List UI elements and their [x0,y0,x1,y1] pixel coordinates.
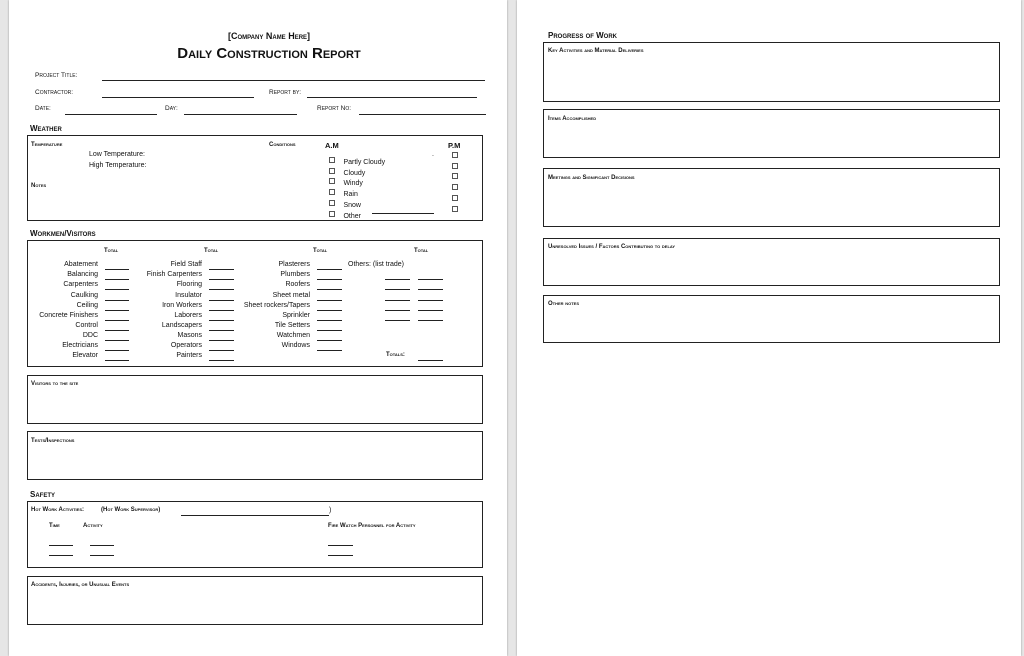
count-field[interactable] [209,320,234,321]
report-no-label: Report No: [317,105,352,112]
count-field[interactable] [317,289,342,290]
unresolved-issues-label: Unresolved Issues / Factors Contributing to delay [548,244,676,250]
safety-box [27,501,483,568]
count-field[interactable] [209,340,234,341]
trade-label: Sheet rockers/Tapers [243,302,310,309]
count-field[interactable] [105,300,129,301]
fire-watch-field[interactable] [328,545,353,546]
count-field[interactable] [209,300,234,301]
fire-watch-header: Fire Watch Personnel for Activity [328,523,416,529]
count-field[interactable] [317,340,342,341]
hot-work-label: Hot Work Activities: [31,507,84,513]
count-field[interactable] [209,360,234,361]
report-title: Daily Construction Report [177,45,361,62]
condition-label: Partly Cloudy [343,159,386,166]
meetings-label: Meetings and Significant Decisions [548,175,635,181]
trade-label: Electricians [62,342,98,349]
other-trade-field[interactable] [385,310,410,311]
time-header: Time [49,523,60,529]
hot-work-supervisor-label: (Hot Work Supervisor) [101,507,161,513]
activity-field[interactable] [90,545,114,546]
trade-label: Sprinkler [282,312,310,319]
trade-label: Sheet metal [272,292,310,299]
trade-label: Tile Setters [274,322,310,329]
count-field[interactable] [317,310,342,311]
hot-work-supervisor-field[interactable] [181,515,329,516]
condition-label: Other [343,213,361,220]
visitors-box[interactable] [27,375,483,424]
trade-label: Iron Workers [162,302,202,309]
am-label: A.M [325,141,339,150]
project-title-label: Project Title: [35,72,78,79]
time-field[interactable] [49,545,73,546]
pm-label: P.M [448,141,461,150]
trade-label: Concrete Finishers [39,312,98,319]
count-field[interactable] [209,350,234,351]
trade-label: Balancing [67,271,98,278]
temperature-label: Temperature [31,142,63,148]
activity-header: Activity [83,523,103,529]
count-field[interactable] [317,330,342,331]
other-count-field[interactable] [418,300,443,301]
pm-checkbox[interactable] [452,206,458,212]
trade-label: Insulator [175,292,202,299]
other-notes-label: Other notes [548,301,580,307]
pm-checkbox[interactable] [452,163,458,169]
contractor-label: Contractor: [35,89,74,96]
day-field[interactable] [184,114,297,115]
date-field[interactable] [65,114,157,115]
project-title-field[interactable] [102,80,485,81]
items-accomplished-box[interactable] [543,109,1000,158]
report-page-left [9,0,507,656]
trade-label: Windows [281,342,310,349]
am-checkbox[interactable] [329,211,335,217]
count-field[interactable] [209,269,234,270]
weather-heading: Weather [30,124,62,133]
count-field[interactable] [105,269,129,270]
report-by-field[interactable] [307,97,477,98]
other-count-field[interactable] [418,310,443,311]
fire-watch-field[interactable] [328,555,353,556]
totals-label: Totals: [386,352,405,358]
total-header: Total [104,248,119,254]
trade-label: Plasterers [278,261,310,268]
trade-label: Elevator [72,352,98,359]
workmen-heading: Workmen/Visitors [30,229,96,238]
others-label: Others: (list trade) [348,261,405,268]
count-field[interactable] [105,279,129,280]
tests-label: Tests/Inspections [31,438,75,444]
pm-checkbox[interactable] [452,173,458,179]
weather-box [27,135,483,221]
other-count-field[interactable] [418,320,443,321]
trade-label: Abatement [64,261,98,268]
visitors-label: Visitors to the site [31,381,79,387]
dot-mark: . [432,151,434,158]
safety-heading: Safety [30,490,56,499]
trade-label: DDC [82,332,98,339]
count-field[interactable] [105,330,129,331]
count-field[interactable] [105,310,129,311]
high-temp-label: High Temperature: [89,162,147,169]
count-field[interactable] [105,289,129,290]
report-no-field[interactable] [359,114,486,115]
low-temp-label: Low Temperature: [89,151,145,158]
trade-label: Flooring [176,281,202,288]
trade-label: Watchmen [276,332,310,339]
contractor-field[interactable] [102,97,254,98]
other-trade-field[interactable] [385,279,410,280]
condition-label: Cloudy [343,170,366,177]
other-condition-field[interactable] [372,213,434,214]
other-trade-field[interactable] [385,289,410,290]
other-trade-field[interactable] [385,320,410,321]
trade-label: Ceiling [76,302,98,309]
day-label: Day: [165,105,178,112]
count-field[interactable] [209,289,234,290]
trade-label: Masons [177,332,202,339]
count-field[interactable] [105,360,129,361]
total-header: Total [414,248,429,254]
count-field[interactable] [105,350,129,351]
trade-label: Carpenters [63,281,98,288]
other-count-field[interactable] [418,279,443,280]
count-field[interactable] [317,350,342,351]
trade-label: Caulking [70,292,98,299]
other-trade-field[interactable] [385,300,410,301]
count-field[interactable] [317,320,342,321]
trade-label: Plumbers [280,271,310,278]
total-header: Total [313,248,328,254]
other-count-field[interactable] [418,289,443,290]
pm-checkbox[interactable] [452,152,458,158]
trade-label: Laborers [174,312,202,319]
trade-label: Operators [170,342,202,349]
count-field[interactable] [105,320,129,321]
items-accomplished-label: Items Accomplished [548,116,597,122]
conditions-label: Conditions [269,142,296,148]
progress-heading: Progress of Work [548,31,618,40]
company-name: [Company Name Here] [227,31,311,41]
trade-label: Field Staff [170,261,202,268]
totals-field[interactable] [418,360,443,361]
condition-label: Rain [343,191,358,198]
trade-label: Roofers [285,281,310,288]
report-by-label: Report by: [269,89,302,96]
condition-label: Snow [343,202,361,209]
count-field[interactable] [317,300,342,301]
count-field[interactable] [209,310,234,311]
total-header: Total [204,248,219,254]
count-field[interactable] [209,279,234,280]
other-notes-box[interactable] [543,295,1000,343]
accidents-label: Accidents, Injuries, or Unusual Events [31,582,130,588]
activity-field[interactable] [90,555,114,556]
count-field[interactable] [317,279,342,280]
key-activities-label: Key Activities and Material Deliveries [548,48,644,54]
count-field[interactable] [317,269,342,270]
pm-checkbox[interactable] [452,184,458,190]
date-label: Date: [35,105,51,112]
trade-label: Landscapers [161,322,202,329]
trade-label: Finish Carpenters [146,271,202,278]
count-field[interactable] [209,330,234,331]
count-field[interactable] [105,340,129,341]
condition-label: Windy [343,180,363,187]
trade-label: Painters [176,352,202,359]
notes-label: Notes [31,183,47,189]
tests-box[interactable] [27,431,483,480]
time-field[interactable] [49,555,73,556]
condition-row [329,205,361,223]
report-page-right [517,0,1021,656]
paren-close: ) [329,507,332,514]
trade-label: Control [75,322,98,329]
pm-checkbox[interactable] [452,195,458,201]
